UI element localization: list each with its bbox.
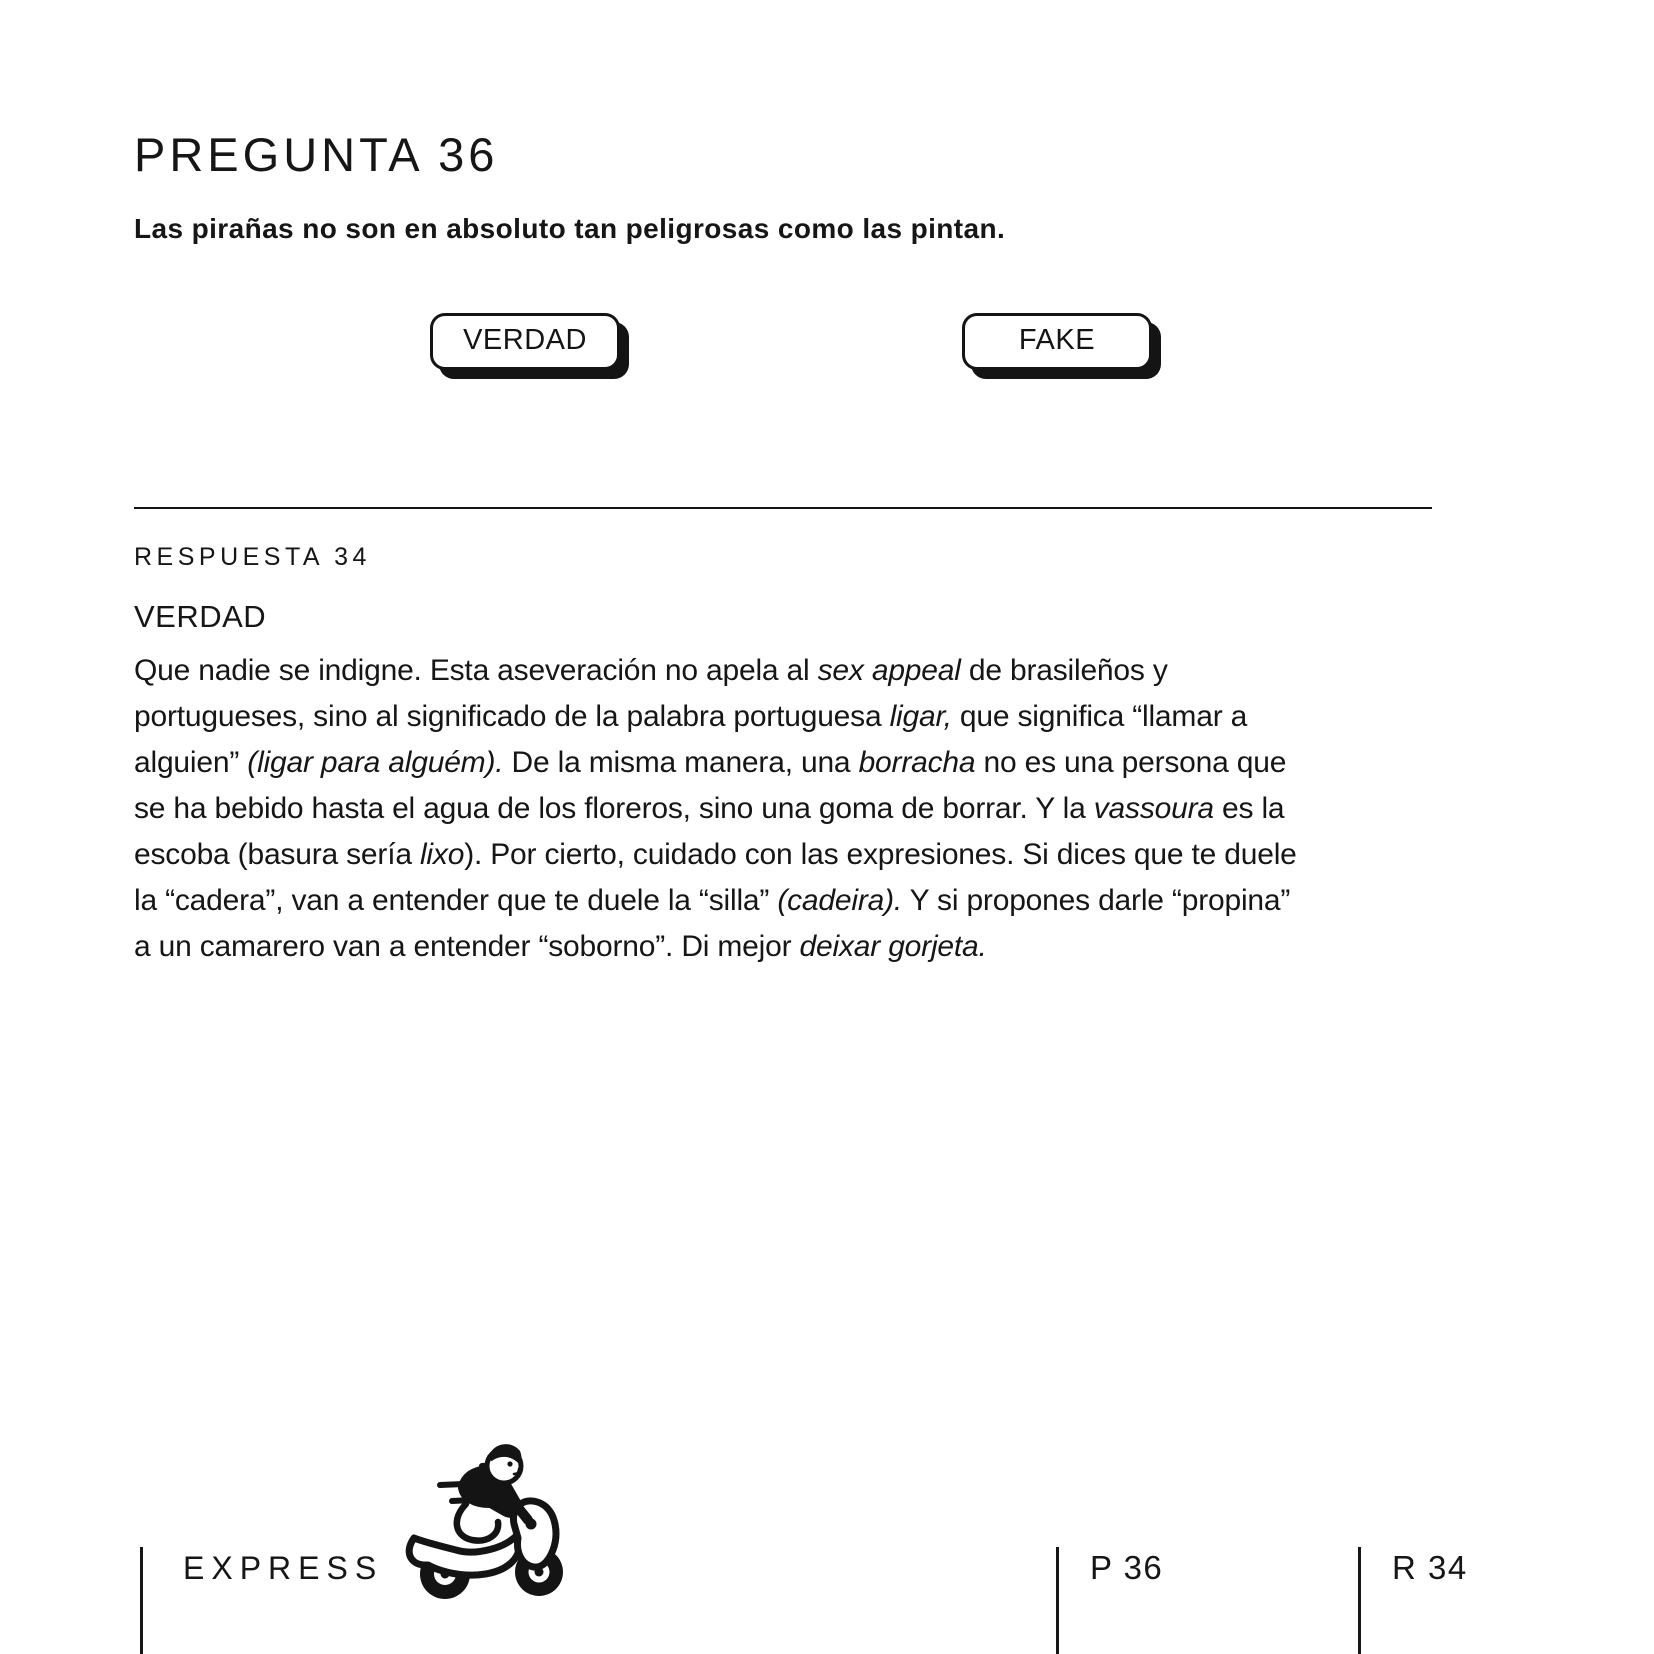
text-segment: a un camarero van a entender “soborno”. Di mejor [134,930,800,963]
text-segment: es la [1213,792,1285,825]
italic-text-segment: borracha [858,746,976,779]
rider-head [487,1444,522,1483]
answer-page-marker: R 34 [1392,1549,1468,1586]
italic-text-segment: deixar gorjeta. [799,930,987,963]
page-title: PREGUNTA 36 [134,128,499,182]
paragraph-line [134,878,1464,924]
text-segment: alguien” [134,746,248,779]
footer-rule-express [140,1547,143,1654]
text-segment: se ha bebido hasta el agua de los floreros, sino una goma de borrar. Y la [134,792,1094,825]
italic-text-segment: lixo [419,838,465,871]
answer-label: RESPUESTA 34 [134,543,371,571]
text-segment: Que nadie se indigne. Esta aseveración no apela al [134,654,818,687]
paragraph-line [134,924,1464,970]
footer-rule-question [1056,1547,1059,1654]
express-label: EXPRESS [183,1550,384,1586]
question-statement: Las pirañas no son en absoluto tan peligrosas como las pintan. [134,213,1006,244]
section-divider [134,507,1432,509]
italic-text-segment: vassoura [1093,792,1214,825]
verdad-button[interactable]: VERDAD [430,313,620,370]
motorcycle-icon [402,1438,574,1604]
text-segment: que significa “llamar a [951,700,1248,733]
answer-paragraph [134,648,1464,970]
footer-rule-answer [1358,1547,1361,1654]
rider-hand [526,1519,537,1530]
paragraph-line [134,648,1464,694]
question-page-marker: P 36 [1090,1549,1164,1586]
fake-button[interactable]: FAKE [962,313,1152,370]
italic-text-segment: (cadeira). [777,884,903,917]
text-segment: no es una persona que [975,746,1287,779]
italic-text-segment: (ligar para alguém). [247,746,504,779]
rider-leg [457,1504,498,1541]
text-segment: de brasileños y [960,654,1168,687]
paragraph-line [134,694,1464,740]
answer-verdict: VERDAD [134,599,267,634]
text-segment: ). Por cierto, cuidado con las expresiones. Si dices que te duele [464,838,1297,871]
italic-text-segment: ligar, [889,700,952,733]
text-segment: la “cadera”, van a entender que te duele la “silla” [134,884,778,917]
text-segment: De la misma manera, una [503,746,859,779]
text-segment: escoba (basura sería [134,838,420,871]
text-segment: Y si propones darle “propina” [902,884,1291,917]
paragraph-line [134,740,1464,786]
text-segment: portugueses, sino al significado de la palabra portuguesa [134,700,890,733]
paragraph-line [134,832,1464,878]
paragraph-line [134,786,1464,832]
italic-text-segment: sex appeal [817,654,961,687]
